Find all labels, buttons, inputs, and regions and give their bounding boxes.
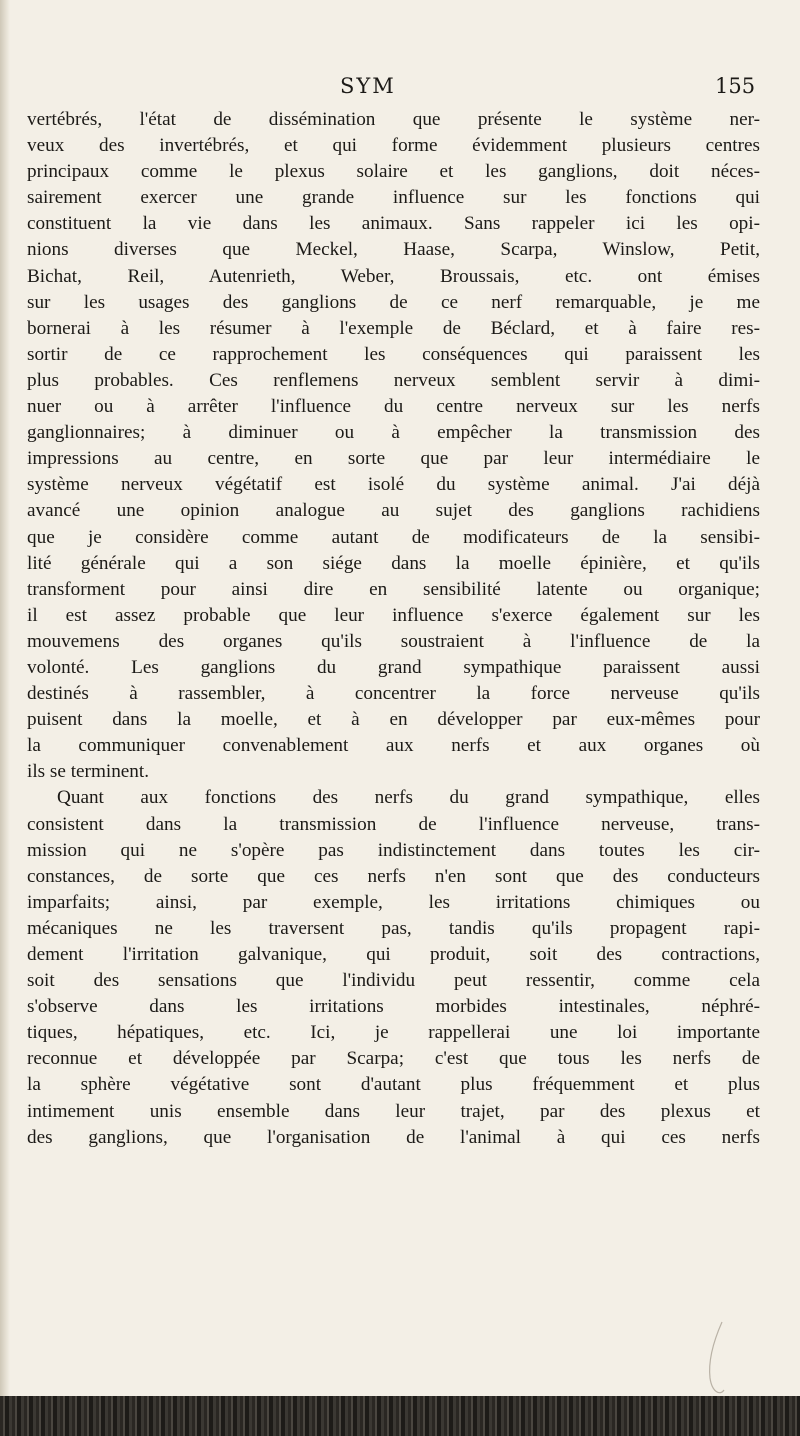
- text-line: lité générale qui a son siége dans la moelle épinière, et qu'ils: [27, 552, 760, 574]
- text-line: des ganglions, que l'organisation de l'animal à qui ces nerfs: [27, 1126, 760, 1148]
- page-number: 155: [715, 74, 756, 98]
- text-line: soit des sensations que l'individu peut ressentir, comme cela: [27, 970, 760, 992]
- text-line: mouvemens des organes qu'ils soustraient à l'influence de la: [27, 630, 760, 652]
- page-header: [0, 74, 800, 102]
- text-line: intimement unis ensemble dans leur trajet, par des plexus et: [27, 1100, 760, 1122]
- text-line: la communiquer convenablement aux nerfs et aux organes où: [27, 735, 760, 757]
- text-line: nions diverses que Meckel, Haase, Scarpa, Winslow, Petit,: [27, 239, 760, 261]
- text-line: s'observe dans les irritations morbides intestinales, néphré-: [27, 996, 760, 1018]
- running-title: SYM: [340, 74, 396, 98]
- text-line: vertébrés, l'état de dissémination que présente le système ner-: [27, 109, 760, 130]
- text-line: imparfaits; ainsi, par exemple, les irritations chimiques ou: [27, 891, 760, 913]
- text-line: ganglionnaires; à diminuer ou à empêcher la transmission des: [27, 422, 760, 444]
- text-line: sairement exercer une grande influence sur les fonctions qui: [27, 187, 760, 209]
- text-line: sur les usages des ganglions de ce nerf remarquable, je me: [27, 291, 760, 313]
- text-line: veux des invertébrés, et qui forme évidemment plusieurs centres: [27, 135, 760, 157]
- text-line: Quant aux fonctions des nerfs du grand sympathique, elles: [57, 787, 760, 809]
- text-line: puisent dans la moelle, et à en développer par eux-mêmes pour: [27, 709, 760, 731]
- text-line: transforment pour ainsi dire en sensibilité latente ou organique;: [27, 578, 760, 600]
- text-line: volonté. Les ganglions du grand sympathique paraissent aussi: [27, 656, 760, 678]
- text-line: mécaniques ne les traversent pas, tandis qu'ils propagent rapi-: [27, 917, 760, 939]
- text-line: mission qui ne s'opère pas indistinctement dans toutes les cir-: [27, 839, 760, 861]
- text-line: impressions au centre, en sorte que par leur intermédiaire le: [27, 448, 760, 470]
- text-line: plus probables. Ces renflemens nerveux semblent servir à dimi-: [27, 369, 760, 391]
- text-line: la sphère végétative sont d'autant plus fréquemment et plus: [27, 1074, 760, 1096]
- pencil-mark: [700, 1320, 730, 1400]
- text-line: système nerveux végétatif est isolé du système animal. J'ai déjà: [27, 474, 760, 496]
- text-line: avancé une opinion analogue au sujet des ganglions rachidiens: [27, 500, 760, 522]
- text-line: sortir de ce rapprochement les conséquences qui paraissent les: [27, 343, 760, 365]
- text-line: constituent la vie dans les animaux. Sans rappeler ici les opi-: [27, 213, 760, 235]
- text-line: Bichat, Reil, Autenrieth, Weber, Broussais, etc. ont émises: [27, 265, 760, 287]
- text-line: il est assez probable que leur influence s'exerce également sur les: [27, 604, 760, 626]
- scan-bottom-edge: [0, 1396, 800, 1436]
- text-line: dement l'irritation galvanique, qui produit, soit des contractions,: [27, 944, 760, 965]
- text-line: destinés à rassembler, à concentrer la force nerveuse qu'ils: [27, 683, 760, 705]
- text-line: ils se terminent.: [27, 761, 150, 783]
- text-line: que je considère comme autant de modificateurs de la sensibi-: [27, 526, 760, 548]
- page-binding-edge: [0, 0, 10, 1436]
- text-line: principaux comme le plexus solaire et les ganglions, doit néces-: [27, 161, 760, 183]
- text-line: reconnue et développée par Scarpa; c'est que tous les nerfs de: [27, 1048, 760, 1070]
- text-line: nuer ou à arrêter l'influence du centre nerveux sur les nerfs: [27, 396, 760, 418]
- text-line: constances, de sorte que ces nerfs n'en sont que des conducteurs: [27, 865, 760, 887]
- text-line: consistent dans la transmission de l'influence nerveuse, trans-: [27, 813, 760, 835]
- text-line: tiques, hépatiques, etc. Ici, je rappellerai une loi importante: [27, 1022, 760, 1044]
- text-line: bornerai à les résumer à l'exemple de Béclard, et à faire res-: [27, 317, 760, 339]
- body-text: [27, 107, 760, 1151]
